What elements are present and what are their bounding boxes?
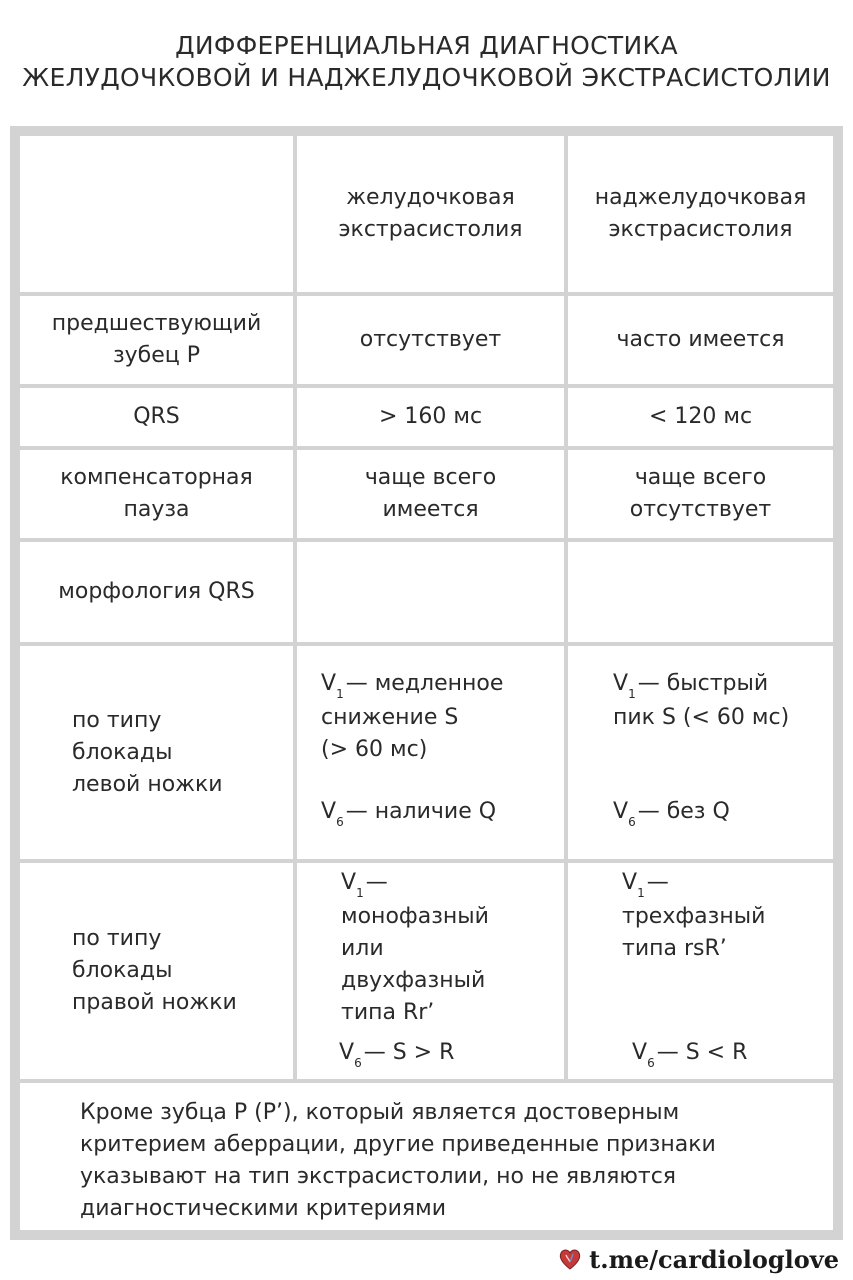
lbbb-label-line-2: блокады bbox=[72, 739, 173, 765]
row-rbbb-label bbox=[20, 863, 293, 1079]
rbbb-ventricular-v1-line-1 bbox=[341, 867, 564, 901]
pause-supraventricular-line-1: чаще всего bbox=[634, 465, 767, 490]
footnote-line-1: Кроме зубца P (P’), который является достоверным bbox=[80, 1100, 680, 1125]
lead-v6-letter: V bbox=[632, 1040, 648, 1065]
row-qrs-supraventricular bbox=[568, 388, 833, 446]
lead-v1-subscript: 1 bbox=[336, 687, 344, 701]
rbbb-supra-v6-text: — S < R bbox=[656, 1040, 748, 1065]
rbbb-supra-v6-line bbox=[632, 1037, 833, 1071]
pause-ventricular-line-1: чаще всего bbox=[364, 465, 497, 490]
lbbb-ventricular-v6-line bbox=[321, 796, 564, 830]
rbbb-label-line-2: блокады bbox=[72, 958, 173, 983]
footnote-line-3: указывают на тип экстрасистолии, но не являются bbox=[80, 1164, 677, 1189]
header-empty-cell bbox=[20, 136, 293, 292]
pause-ventricular-line-2: имеется bbox=[382, 497, 479, 522]
rbbb-ventricular-v1-line-4: двухфазный bbox=[341, 968, 486, 993]
row-qrs-label bbox=[20, 388, 293, 446]
lbbb-supra-v6-line bbox=[613, 796, 833, 830]
lead-v6-letter: V bbox=[339, 1040, 355, 1065]
rbbb-ventricular-v6-text: — S > R bbox=[363, 1040, 455, 1065]
lbbb-ventricular-v1-text: — медленное bbox=[345, 671, 504, 696]
p-wave-supraventricular-value: часто имеется bbox=[616, 327, 785, 352]
footnote-line-2: критерием аберрации, другие приведенные признаки bbox=[80, 1132, 716, 1157]
lead-v1-letter: V bbox=[321, 671, 337, 696]
header-ventricular bbox=[297, 136, 564, 292]
header-ventricular-line-2: экстрасистолия bbox=[338, 217, 523, 242]
lbbb-supra-v1-line-1 bbox=[613, 668, 833, 702]
row-p-wave-supraventricular bbox=[568, 296, 833, 384]
rbbb-label-line-1: по типу bbox=[72, 926, 162, 951]
qrs-ventricular-value: > 160 мс bbox=[378, 404, 483, 429]
row-morphology-ventricular bbox=[297, 542, 564, 642]
rbbb-ventricular-v1-text: — bbox=[365, 870, 388, 895]
header-supraventricular-line-1: наджелудочковая bbox=[594, 185, 807, 210]
row-qrs-ventricular bbox=[297, 388, 564, 446]
row-pause-label bbox=[20, 450, 293, 538]
comparison-table bbox=[10, 126, 843, 1240]
pause-supraventricular-line-2: отсутствует bbox=[629, 497, 772, 522]
lead-v6-letter: V bbox=[321, 799, 337, 824]
row-rbbb-supraventricular bbox=[568, 863, 833, 1079]
lead-v6-subscript: 6 bbox=[628, 815, 636, 829]
rbbb-supra-v1-line-3: типа rsR’ bbox=[622, 936, 727, 961]
header-supraventricular-line-2: экстрасистолия bbox=[608, 217, 793, 242]
lead-v1-letter: V bbox=[622, 870, 638, 895]
heart-icon bbox=[557, 1246, 583, 1272]
telegram-link[interactable] bbox=[557, 1244, 839, 1274]
row-pause-supraventricular bbox=[568, 450, 833, 538]
pause-label-line-2: пауза bbox=[123, 497, 190, 522]
p-wave-label-line-2: зубец Р bbox=[112, 343, 201, 368]
lbbb-label-line-3: левой ножки bbox=[72, 771, 223, 797]
rbbb-ventricular-v1-line-2: монофазный bbox=[341, 904, 489, 929]
p-wave-label-line-1: предшествующий bbox=[51, 311, 262, 336]
rbbb-label-line-3: правой ножки bbox=[72, 990, 237, 1015]
footnote bbox=[20, 1083, 833, 1230]
title-line-2: ЖЕЛУДОЧКОВОЙ И НАДЖЕЛУДОЧКОВОЙ ЭКСТРАСИСТОЛИИ bbox=[22, 63, 831, 92]
row-lbbb-supraventricular bbox=[568, 646, 833, 859]
row-rbbb-ventricular bbox=[297, 863, 564, 1079]
lbbb-ventricular-v1-line-2: снижение S bbox=[321, 705, 459, 730]
row-lbbb-ventricular bbox=[297, 646, 564, 859]
lbbb-ventricular-v6-text: — наличие Q bbox=[345, 799, 497, 824]
lbbb-supra-v6-text: — без Q bbox=[637, 799, 730, 824]
lbbb-ventricular-v1-line-3: (> 60 мс) bbox=[321, 737, 428, 762]
lead-v1-subscript: 1 bbox=[637, 886, 645, 900]
row-p-wave-label bbox=[20, 296, 293, 384]
rbbb-supra-v1-line-1 bbox=[622, 867, 833, 901]
lbbb-supra-v1-line-2: пик S (< 60 мс) bbox=[613, 705, 790, 730]
page-title bbox=[0, 30, 853, 94]
qrs-label: QRS bbox=[133, 404, 180, 429]
lead-v6-subscript: 6 bbox=[336, 815, 344, 829]
rbbb-supra-v1-line-2: трехфазный bbox=[622, 904, 766, 929]
lead-v1-letter: V bbox=[613, 671, 629, 696]
footnote-line-4: диагностическими критериями bbox=[80, 1196, 446, 1221]
lead-v1-subscript: 1 bbox=[628, 687, 636, 701]
p-wave-ventricular-value: отсутствует bbox=[359, 327, 502, 352]
lead-v6-subscript: 6 bbox=[647, 1056, 655, 1070]
row-lbbb-label bbox=[20, 646, 293, 859]
row-pause-ventricular bbox=[297, 450, 564, 538]
header-supraventricular bbox=[568, 136, 833, 292]
lbbb-ventricular-v1-line-1 bbox=[321, 668, 564, 702]
rbbb-ventricular-v6-line bbox=[339, 1037, 564, 1071]
lead-v6-subscript: 6 bbox=[354, 1056, 362, 1070]
row-morphology-label bbox=[20, 542, 293, 642]
pause-label-line-1: компенсаторная bbox=[60, 465, 253, 490]
lead-v6-letter: V bbox=[613, 799, 629, 824]
title-line-1: ДИФФЕРЕНЦИАЛЬНАЯ ДИАГНОСТИКА bbox=[175, 31, 678, 60]
header-ventricular-line-1: желудочковая bbox=[346, 185, 515, 210]
rbbb-ventricular-v1-line-5: типа Rr’ bbox=[341, 1000, 435, 1025]
rbbb-supra-v1-text: — bbox=[646, 870, 669, 895]
qrs-supraventricular-value: < 120 мс bbox=[648, 404, 753, 429]
row-p-wave-ventricular bbox=[297, 296, 564, 384]
telegram-link-text[interactable]: t.me/cardiologlove bbox=[589, 1244, 839, 1274]
lead-v1-letter: V bbox=[341, 870, 357, 895]
morphology-label: морфология QRS bbox=[58, 579, 255, 604]
rbbb-ventricular-v1-line-3: или bbox=[341, 936, 384, 961]
lbbb-label-line-1: по типу bbox=[72, 707, 162, 733]
lead-v1-subscript: 1 bbox=[356, 886, 364, 900]
lbbb-supra-v1-text: — быстрый bbox=[637, 671, 769, 696]
row-morphology-supraventricular bbox=[568, 542, 833, 642]
